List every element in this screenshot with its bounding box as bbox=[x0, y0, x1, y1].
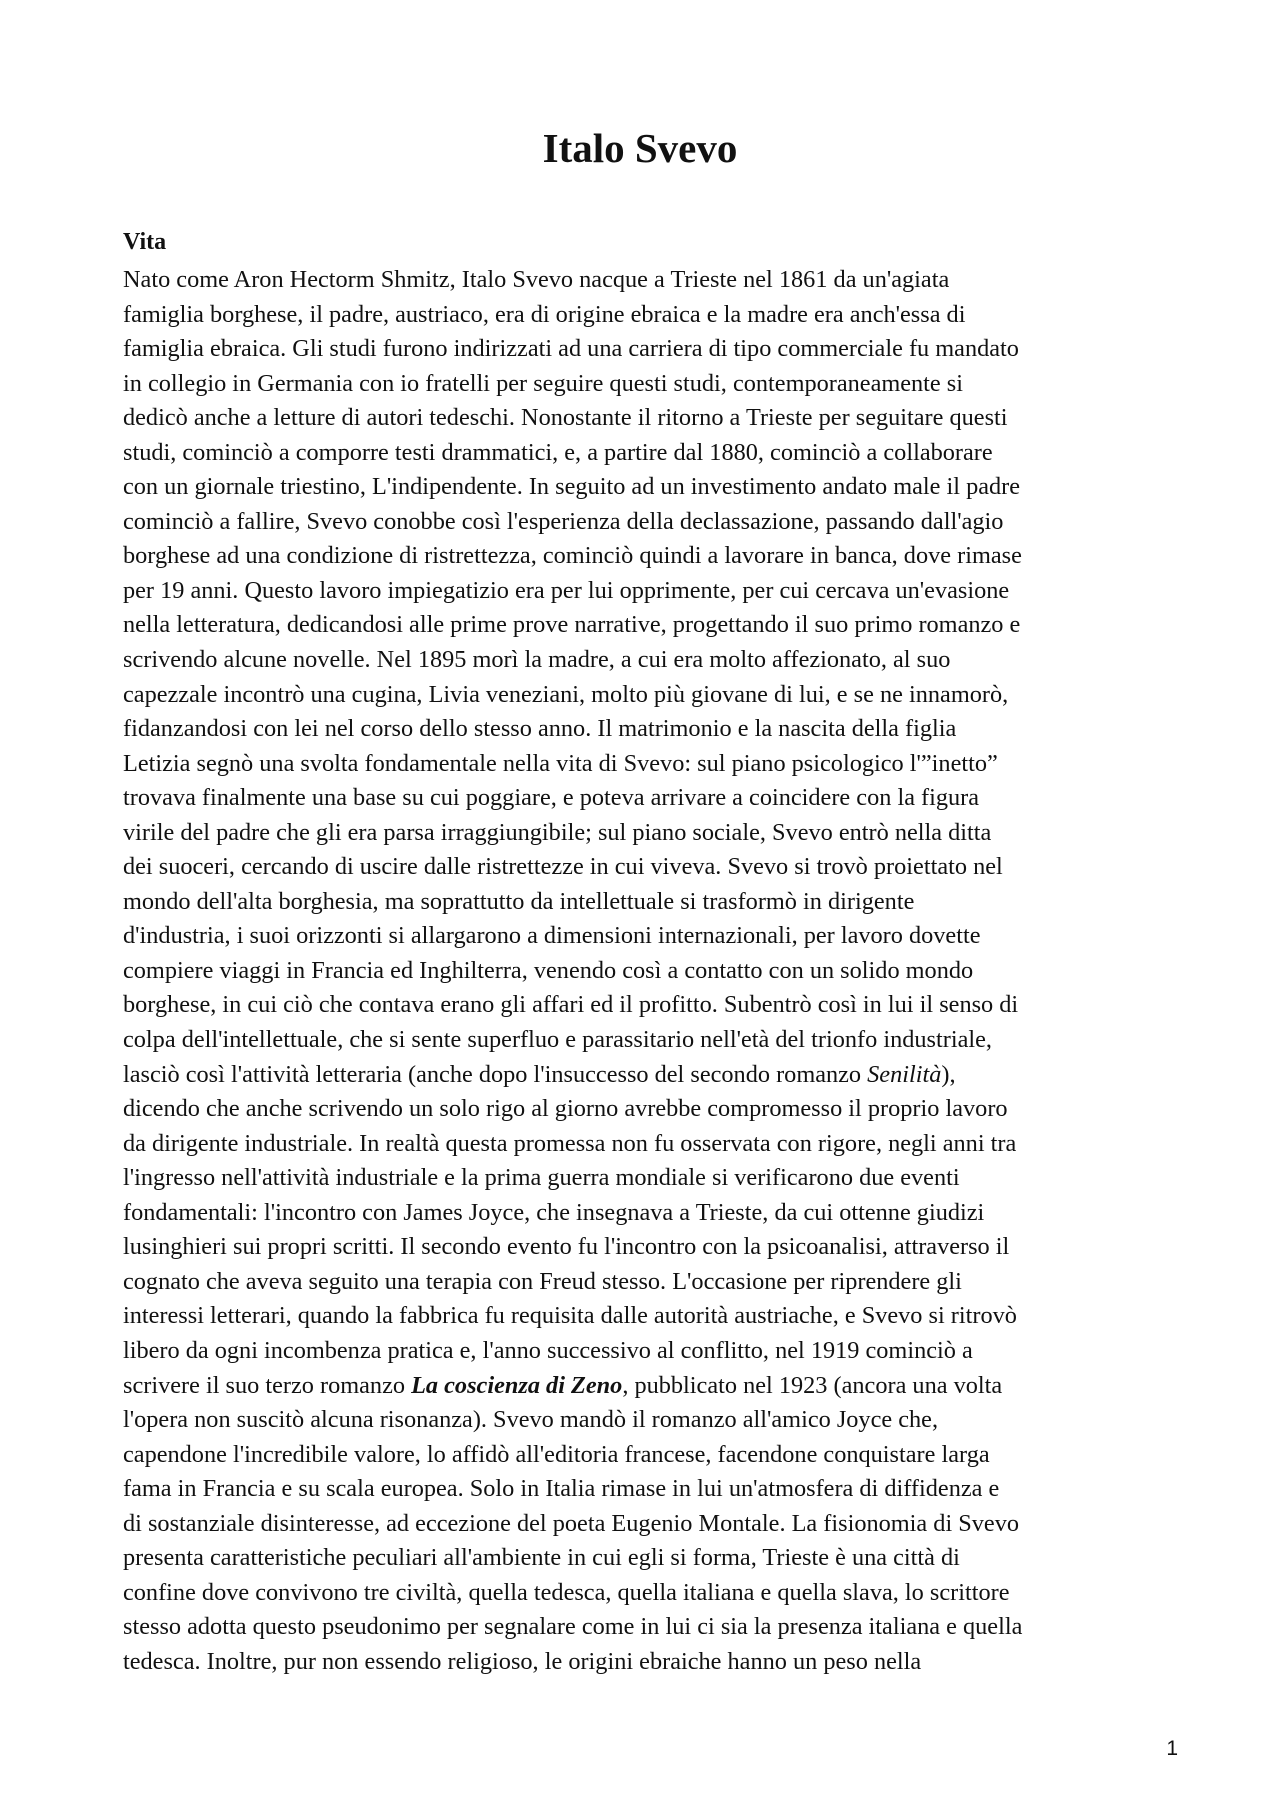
text-line bbox=[123, 1127, 1163, 1162]
text-run: borghese ad una condizione di ristrettezza, cominciò quindi a lavorare in banca, dove rimase bbox=[123, 542, 1022, 570]
text-line bbox=[123, 1403, 1163, 1438]
text-line bbox=[123, 332, 1163, 367]
text-line bbox=[123, 1369, 1163, 1404]
text-line bbox=[123, 1299, 1163, 1334]
bold-italic-title: La coscienza di Zeno bbox=[411, 1371, 623, 1399]
text-run: colpa dell'intellettuale, che si sente superfluo e parassitario nell'età del trionfo industriale, bbox=[123, 1026, 992, 1054]
text-run: ), bbox=[941, 1060, 956, 1088]
text-line bbox=[123, 263, 1163, 298]
text-run: compiere viaggi in Francia ed Inghilterra, venendo così a contatto con un solido mondo bbox=[123, 956, 974, 984]
section-heading: Vita bbox=[123, 229, 167, 255]
text-run: scrivere il suo terzo romanzo bbox=[123, 1371, 412, 1399]
text-run: stesso adotta questo pseudonimo per segnalare come in lui ci sia la presenza italiana e quella bbox=[123, 1613, 1023, 1641]
text-line bbox=[123, 436, 1163, 471]
text-run: cognato che aveva seguito una terapia con Freud stesso. L'occasione per riprendere gli bbox=[123, 1267, 962, 1295]
text-run: Letizia segnò una svolta fondamentale nella vita di Svevo: sul piano psicologico l'”inetto” bbox=[123, 749, 998, 777]
text-line bbox=[123, 988, 1163, 1023]
text-line bbox=[123, 850, 1163, 885]
text-line bbox=[123, 678, 1163, 713]
text-line bbox=[123, 367, 1163, 402]
text-run: in collegio in Germania con io fratelli per seguire questi studi, contemporaneamente si bbox=[123, 369, 963, 397]
text-line bbox=[123, 1196, 1163, 1231]
text-line bbox=[123, 1023, 1163, 1058]
text-line bbox=[123, 1507, 1163, 1542]
text-line bbox=[123, 919, 1163, 954]
text-run: capendone l'incredibile valore, lo affidò all'editoria francese, facendone conquistare larga bbox=[123, 1440, 990, 1468]
text-line bbox=[123, 1161, 1163, 1196]
text-line bbox=[123, 608, 1163, 643]
text-line bbox=[123, 539, 1163, 574]
text-run: dicendo che anche scrivendo un solo rigo al giorno avrebbe compromesso il proprio lavoro bbox=[123, 1095, 1008, 1123]
text-run: l'opera non suscitò alcuna risonanza). Svevo mandò il romanzo all'amico Joyce che, bbox=[123, 1406, 939, 1434]
text-line bbox=[123, 747, 1163, 782]
text-run: studi, cominciò a comporre testi drammatici, e, a partire dal 1880, cominciò a collaborare bbox=[123, 438, 993, 466]
text-line bbox=[123, 954, 1163, 989]
text-run: famiglia ebraica. Gli studi furono indirizzati ad una carriera di tipo commerciale fu mandato bbox=[123, 335, 1019, 363]
text-line bbox=[123, 816, 1163, 851]
text-run: interessi letterari, quando la fabbrica fu requisita dalle autorità austriache, e Svevo si ritrovò bbox=[123, 1302, 1017, 1330]
text-run: scrivendo alcune novelle. Nel 1895 morì la madre, a cui era molto affezionato, al suo bbox=[123, 646, 951, 674]
text-line bbox=[123, 1438, 1163, 1473]
text-run: mondo dell'alta borghesia, ma soprattutto da intellettuale si trasformò in dirigente bbox=[123, 887, 915, 915]
text-run: lusinghieri sui propri scritti. Il secondo evento fu l'incontro con la psicoanalisi, attraverso il bbox=[123, 1233, 1010, 1261]
text-run: con un giornale triestino, L'indipendente. In seguito ad un investimento andato male il padre bbox=[123, 473, 1021, 501]
text-run: fidanzandosi con lei nel corso dello stesso anno. Il matrimonio e la nascita della figlia bbox=[123, 715, 957, 743]
text-line bbox=[123, 1645, 1163, 1680]
text-run: capezzale incontrò una cugina, Livia veneziani, molto più giovane di lui, e se ne innamorò, bbox=[123, 680, 1009, 708]
text-line bbox=[123, 1058, 1163, 1093]
text-line bbox=[123, 1092, 1163, 1127]
text-run: di sostanziale disinteresse, ad eccezione del poeta Eugenio Montale. La fisionomia di Svevo bbox=[123, 1509, 1020, 1537]
text-run: fama in Francia e su scala europea. Solo in Italia rimase in lui un'atmosfera di diffidenza e bbox=[123, 1475, 1000, 1503]
text-line bbox=[123, 643, 1163, 678]
text-run: dedicò anche a letture di autori tedeschi. Nonostante il ritorno a Trieste per seguitare questi bbox=[123, 404, 1008, 432]
text-run: l'ingresso nell'attività industriale e la prima guerra mondiale si verificarono due eventi bbox=[123, 1164, 960, 1192]
page-number: 1 bbox=[1166, 1737, 1178, 1760]
text-line bbox=[123, 712, 1163, 747]
text-run: d'industria, i suoi orizzonti si allargarono a dimensioni internazionali, per lavoro dovette bbox=[123, 922, 981, 950]
text-run: dei suoceri, cercando di uscire dalle ristrettezze in cui viveva. Svevo si trovò proiettato nel bbox=[123, 853, 1003, 881]
text-run: nella letteratura, dedicandosi alle prime prove narrative, progettando il suo primo romanzo e bbox=[123, 611, 1021, 639]
text-run: confine dove convivono tre civiltà, quella tedesca, quella italiana e quella slava, lo scrittore bbox=[123, 1578, 1010, 1606]
text-line bbox=[123, 1541, 1163, 1576]
page-title: Italo Svevo bbox=[542, 125, 738, 171]
text-line bbox=[123, 298, 1163, 333]
text-run: famiglia borghese, il padre, austriaco, era di origine ebraica e la madre era anch'essa di bbox=[123, 300, 966, 328]
text-run: fondamentali: l'incontro con James Joyce, che insegnava a Trieste, da cui ottenne giudizi bbox=[123, 1198, 985, 1226]
text-run: , pubblicato nel 1923 (ancora una volta bbox=[622, 1371, 1003, 1399]
text-run: virile del padre che gli era parsa irraggiungibile; sul piano sociale, Svevo entrò nella ditta bbox=[123, 818, 992, 846]
text-line bbox=[123, 401, 1163, 436]
text-run: presenta caratteristiche peculiari all'ambiente in cui egli si forma, Trieste è una città di bbox=[123, 1544, 960, 1572]
text-run: Nato come Aron Hectorm Shmitz, Italo Svevo nacque a Trieste nel 1861 da un'agiata bbox=[123, 266, 950, 293]
text-line bbox=[123, 470, 1163, 505]
text-run: lasciò così l'attività letteraria (anche dopo l'insuccesso del secondo romanzo bbox=[123, 1060, 868, 1088]
text-line bbox=[123, 781, 1163, 816]
text-run: cominciò a fallire, Svevo conobbe così l'esperienza della declassazione, passando dall'agio bbox=[123, 507, 1004, 535]
body-paragraph bbox=[123, 263, 1163, 1679]
text-run: trovava finalmente una base su cui poggiare, e poteva arrivare a coincidere con la figura bbox=[123, 784, 980, 812]
text-run: da dirigente industriale. In realtà questa promessa non fu osservata con rigore, negli anni tra bbox=[123, 1129, 1017, 1157]
text-line bbox=[123, 1265, 1163, 1300]
text-line bbox=[123, 885, 1163, 920]
text-line bbox=[123, 1610, 1163, 1645]
italic-title: Senilità bbox=[867, 1060, 942, 1088]
text-line bbox=[123, 1576, 1163, 1611]
text-line bbox=[123, 574, 1163, 609]
text-line bbox=[123, 505, 1163, 540]
text-line bbox=[123, 1334, 1163, 1369]
text-run: per 19 anni. Questo lavoro impiegatizio era per lui opprimente, per cui cercava un'evasione bbox=[123, 576, 1010, 604]
text-run: tedesca. Inoltre, pur non essendo religioso, le origini ebraiche hanno un peso nella bbox=[123, 1647, 922, 1675]
text-run: libero da ogni incombenza pratica e, l'anno successivo al conflitto, nel 1919 cominciò a bbox=[123, 1336, 973, 1364]
text-line bbox=[123, 1472, 1163, 1507]
text-line bbox=[123, 1230, 1163, 1265]
text-run: borghese, in cui ciò che contava erano gli affari ed il profitto. Subentrò così in lui il senso di bbox=[123, 991, 1019, 1019]
